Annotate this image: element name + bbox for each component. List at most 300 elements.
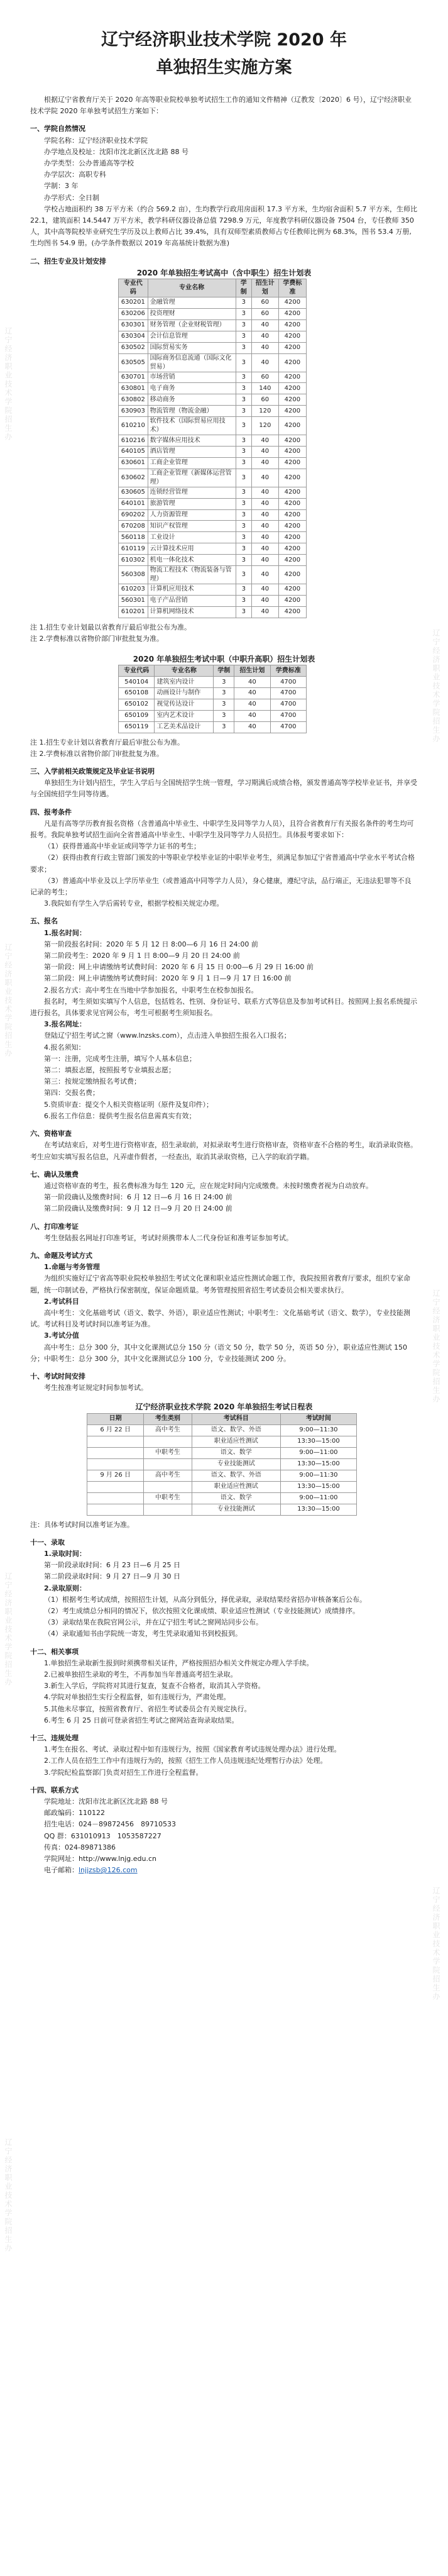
table-cell: 工商企业管理 [148,457,236,469]
table-cell: 4200 [278,487,306,498]
section-5-sub3: 3.报名网址： [44,1020,86,1029]
watermark: 辽宁经济职业技术学院招生办 [4,943,13,1058]
contact-item: 传真：024-89871386 [44,1843,116,1852]
list-item: （2）获得由教育行政主管部门颁发的中等职业学校毕业证的中职毕业考生，须满足参加辽宁省普通高中学业水平考试合格要求； [30,853,415,874]
list-item: （1）获得普通高中毕业证或同等学力证书的考生； [44,842,200,851]
table-row [119,487,307,498]
table-cell: 40 [234,721,270,733]
column-header: 专业名称 [148,279,236,297]
table-cell: 软件技术（国际贸易应用技术） [148,417,236,435]
table-cell: 4200 [278,498,306,509]
table-row [119,521,307,532]
list-item: 第二阶段：网上申请缴纳考试费时间：2020 年 9 月 1 日—9 月 17 日 16:00 前 [44,974,292,983]
contact-item: 招生电话：024－89872456 89710533 [44,1820,176,1829]
table-cell: 630206 [119,308,148,319]
table-cell: 3 [236,487,251,498]
table-cell: 会计信息管理 [148,331,236,342]
column-header: 考试时间 [280,1413,356,1424]
table-cell: 旅游管理 [148,498,236,509]
table-cell: 4200 [278,595,306,606]
table-row [119,606,307,618]
table-row [87,1447,357,1458]
table-cell: 610119 [119,543,148,555]
intro-paragraph: 根据辽宁省教育厅关于 2020 年高等职业院校单独考试招生工作的通知文件精神（辽教发〔2020〕6 号），辽宁经济职业技术学院 2020 年单独考试招生方案如下： [30,96,412,116]
table-cell: 3 [236,565,251,584]
column-header: 学制 [214,665,234,677]
table-cell: 540104 [119,677,155,688]
table-cell: 语文、数学、外语 [192,1470,280,1481]
table-note: 注 1.招生专业计划最以省教育厅最后审批公布为准。 [30,623,191,631]
table-cell [87,1447,144,1458]
table-cell: 4200 [278,417,306,435]
table-cell: 630802 [119,394,148,406]
section-11-sub1: 1.录取时间： [44,1549,86,1558]
table-row [87,1492,357,1504]
table3-caption: 辽宁经济职业技术学院 2020 年单独招生考试日程表 [135,1402,313,1412]
section-5-sub2: 2.报名方式：高中考生在当地中学参加报名，中职考生在校参加报名。 [44,985,258,994]
table-cell: 3 [214,688,234,699]
table-cell: 市场营销 [148,372,236,383]
section-5-heading: 五、报名 [30,917,58,926]
table-cell: 连锁经营管理 [148,487,236,498]
email-line [30,1865,418,1876]
table-cell: 人力资源管理 [148,509,236,521]
table-cell: 630301 [119,319,148,331]
table-row [87,1424,357,1436]
table-cell: 3 [236,584,251,595]
section-11-heading: 十一、录取 [30,1538,65,1546]
table-cell: 40 [251,565,278,584]
school-info-item: 办学层次：高职专科 [44,170,106,179]
table-cell: 4200 [278,372,306,383]
table-cell: 3 [236,353,251,372]
section-8-heading: 八、打印准考证 [30,1222,79,1231]
table-row [119,509,307,521]
list-item: 登陆辽宁招生考试之窗（www.lnzsks.com），点击进入单独招生报名入口报名； [44,1031,291,1040]
document-body [30,94,418,1876]
table-cell: 40 [234,688,270,699]
column-header: 学费标准 [278,279,306,297]
table-row [87,1470,357,1481]
table-cell: 中职考生 [144,1492,192,1504]
table-cell: 40 [251,319,278,331]
section-12-heading: 十二、相关事项 [30,1647,79,1656]
table-cell [87,1492,144,1504]
table-cell [87,1481,144,1492]
table-cell: 4200 [278,435,306,447]
table-cell: 630701 [119,372,148,383]
section-9-heading: 九、命题及考试方式 [30,1251,92,1260]
table-cell: 650119 [119,721,155,733]
table-cell [144,1458,192,1470]
table-row [119,342,307,353]
list-item: 6.报名工作信息：提供考生报名信息需真实有效； [44,1111,196,1120]
list-item: 2.工作人员在招生工作中有违规行为的，按照《招生工作人员违规违纪处理暂行办法》处理。 [44,1757,327,1765]
table-cell: 4200 [278,509,306,521]
column-header: 日期 [87,1413,144,1424]
section-9-sub1: 1.命题与考务管理 [44,1263,100,1272]
table-cell: 3 [236,457,251,469]
table-cell: 40 [251,521,278,532]
table-note: 注 1.招生专业计划以省教育厅最后审批公布为准。 [30,738,184,747]
table-cell: 3 [236,435,251,447]
list-item: 第二阶段考生：2020 年 9 月 1 日 8:00—9 月 20 日 24:00 前 [44,952,240,960]
table-cell: 40 [234,710,270,721]
table-cell: 630602 [119,469,148,487]
table-cell: 650109 [119,710,155,721]
table-cell: 9:00—11:30 [280,1470,356,1481]
table-cell: 560308 [119,565,148,584]
table-cell: 40 [251,498,278,509]
table-cell: 专业技能测试 [192,1458,280,1470]
email-link[interactable]: lnjjzsb@126.com [79,1866,138,1875]
list-item: 第一阶段确认及缴费时间：6 月 12 日—6 月 16 日 24:00 前 [44,1193,232,1202]
table-cell: 3 [236,509,251,521]
table-cell: 630605 [119,487,148,498]
table-cell: 3 [236,555,251,566]
table-cell: 670208 [119,521,148,532]
table-row [87,1481,357,1492]
table-row [119,543,307,555]
violation-handling [30,1744,418,1779]
table-cell: 630304 [119,331,148,342]
table-cell: 4200 [278,543,306,555]
table-cell: 4700 [270,699,306,710]
email-label: 电子邮箱： [44,1866,79,1875]
column-header: 考试科目 [192,1413,280,1424]
watermark: 辽宁经济职业技术学院招生办 [432,1887,440,2001]
section-5-body2: 报名时，考生须如实填写个人信息，包括姓名、性别、身份证号、联系方式等信息及参加考试科目。按照网上报名系统提示进行报名，具体要求见官网公布，考生可根据考生须知报名。 [30,997,417,1018]
table-cell: 120 [251,406,278,417]
table-cell: 4200 [278,319,306,331]
table-cell: 室内艺术设计 [155,710,214,721]
table-cell: 财务管理（企业财税管理） [148,319,236,331]
table-cell: 4200 [278,584,306,595]
table-cell: 3 [236,383,251,394]
table-row [87,1436,357,1447]
table-cell: 650108 [119,688,155,699]
table-cell: 40 [251,435,278,447]
section-9-body1: 为组织实施好辽宁省高等职业院校单独招生考试文化课和职业适应性测试命题工作，我院按照省教育厅要求，组织专家命题，统一印制试卷，严格执行保密制度，保证命题质量。考务管理按照省招生考试委员会相关要求执行。 [30,1274,410,1294]
table-cell: 金融管理 [148,297,236,309]
table-cell: 690202 [119,509,148,521]
column-header: 考生类别 [144,1413,192,1424]
table-row [119,383,307,394]
list-item: （1）根据考生考试成绩，按照招生计划，从高分到低分，择优录取，录取结果经省招办审核备案后公布。 [44,1595,366,1604]
table-cell: 物流工程技术（物流装备与管理） [148,565,236,584]
section-3-heading: 三、入学前相关政策规定及毕业证书说明 [30,767,155,775]
table-cell: 9:00—11:30 [280,1424,356,1436]
table-cell: 3 [236,319,251,331]
table-row [119,435,307,447]
column-header: 学费标准 [270,665,306,677]
table-row [119,699,307,710]
table-cell: 3 [236,372,251,383]
table-cell: 40 [234,699,270,710]
table-cell: 4200 [278,394,306,406]
section-4-extra: 3.我院如有学生入学后需转专业，根据学校相关规定办理。 [44,899,224,908]
table-cell: 4200 [278,331,306,342]
contact-item: QQ 群：631010913 1053587227 [44,1831,161,1840]
column-header: 学制 [236,279,251,297]
table-cell: 3 [236,543,251,555]
column-header: 专业代码 [119,279,148,297]
table2-caption: 2020 年单独招生考试中职（中职升高职）招生计划表 [133,655,315,664]
table-cell: 9:00—11:00 [280,1492,356,1504]
table-cell: 3 [236,297,251,309]
table-cell: 3 [214,677,234,688]
table-cell [87,1458,144,1470]
table-cell: 4200 [278,297,306,309]
enrollment-plan-table [118,279,307,618]
page-subtitle: 单独招生实施方案 [156,58,292,77]
column-header: 专业名称 [155,665,214,677]
table-cell: 610203 [119,584,148,595]
table-cell: 40 [251,532,278,543]
table-cell: 数字媒体应用技术 [148,435,236,447]
table-cell: 工艺美术品设计 [155,721,214,733]
table-row [119,555,307,566]
table-row [119,498,307,509]
table-cell: 630505 [119,353,148,372]
list-item: 5.其他未尽事宜，按照省教育厅、省招生考试委员会有关规定执行。 [44,1704,251,1713]
table-cell: 630801 [119,383,148,394]
table2-notes [30,737,418,760]
section-7-heading: 七、确认及缴费 [30,1170,79,1179]
list-item: 5.资质审查：提交个人相关资格证明（原件及复印件）； [44,1100,213,1109]
vocational-plan-table [118,665,307,733]
table-cell: 物流管理（物流金融） [148,406,236,417]
table-cell: 移动商务 [148,394,236,406]
section-9-sub3: 3.考试分值 [44,1331,79,1340]
table-cell: 电子产品营销 [148,595,236,606]
table-cell: 3 [236,394,251,406]
table-cell: 4200 [278,606,306,618]
table-cell: 630903 [119,406,148,417]
list-item: 第二阶段录取时间：9 月 27 日—9 月 30 日 [44,1572,180,1581]
table-cell: 3 [236,342,251,353]
table-row [119,688,307,699]
table-cell: 13:30—15:00 [280,1436,356,1447]
table-cell: 投资理财 [148,308,236,319]
table-cell: 4200 [278,565,306,584]
column-header: 专业代码 [119,665,155,677]
table-note: 注 2.学费标准以省物价部门审批批复为准。 [30,749,163,758]
table-cell: 4200 [278,469,306,487]
section-11-sub2: 2.录取原则： [44,1584,86,1592]
list-item: （2）考生成绩总分相同的情况下，依次按照文化课成绩、职业适应性测试（专业技能测试）成绩排序。 [44,1606,359,1615]
table3-note: 注：具体考试时间以准考证为准。 [30,1520,134,1529]
table-cell: 3 [236,469,251,487]
table-cell: 3 [236,331,251,342]
table-cell: 职业适应性测试 [192,1481,280,1492]
table-cell: 电子商务 [148,383,236,394]
table-cell [144,1481,192,1492]
table-cell: 云计算技术应用 [148,543,236,555]
section-7-body: 通过资格审查的考生，报名费标准为每生 120 元，应在规定时间内完成缴费。未按时缴费者视为自动放弃。 [44,1181,373,1190]
table-cell: 4200 [278,406,306,417]
table-cell [144,1504,192,1515]
list-item: 1.单独招生录取新生报到时须携带相关证件，严格按照招办相关文件规定办理入学手续。 [44,1658,314,1667]
table-cell: 610216 [119,435,148,447]
table-cell: 610302 [119,555,148,566]
table-cell: 40 [251,353,278,372]
table-cell: 4200 [278,308,306,319]
school-info-item: 学制：3 年 [44,182,79,191]
watermark: 辽宁经济职业技术学院招生办 [432,629,440,743]
table-cell: 560118 [119,532,148,543]
watermark: 辽宁经济职业技术学院招生办 [4,2138,13,2253]
table-cell: 专业技能测试 [192,1504,280,1515]
section-9-sub2: 2.考试科目 [44,1297,79,1306]
section-10-body: 考生按准考证规定时间参加考试。 [44,1384,148,1392]
table-cell: 动画设计与制作 [155,688,214,699]
table-cell: 职业适应性测试 [192,1436,280,1447]
table-cell: 3 [236,498,251,509]
section-2-heading: 二、招生专业及计划安排 [30,257,106,265]
table-row [119,677,307,688]
table-cell: 3 [236,406,251,417]
table-cell: 40 [251,543,278,555]
table-cell: 4700 [270,710,306,721]
table-cell: 高中考生 [144,1424,192,1436]
section-6-body: 在考试结束后，对考生进行资格审查，招生录取前，对拟录取考生进行资格审查，资格审查不合格的考生，取消录取资格。考生应如实填写报名信息，凡弄虚作假者，一经查出，取消其录取资格，已入学的取消学籍。 [30,1141,417,1161]
table-cell: 40 [251,342,278,353]
column-header: 招生计划 [251,279,278,297]
section-6-heading: 六、资格审查 [30,1130,72,1138]
payment-times [30,1192,418,1214]
table-cell: 610201 [119,606,148,618]
table-row [119,372,307,383]
table-cell: 3 [236,446,251,457]
school-info-list [30,135,418,204]
table-cell: 640101 [119,498,148,509]
table-cell: 4700 [270,721,306,733]
table-cell: 3 [236,606,251,618]
table-cell: 13:30—15:00 [280,1481,356,1492]
table-cell: 高中考生 [144,1470,192,1481]
list-item: 第一阶段报名时间：2020 年 5 月 12 日 8:00—6 月 16 日 24:00 前 [44,940,258,948]
section-9-body3: 高中考生：总分 300 分，其中文化课测试总分 150 分（语文 50 分，数学 50 分，英语 50 分），职业适应性测试 150 分；中职考生：总分 300 分，其中文化课测试总分 100 分，专业技能测试 200 分。 [30,1343,407,1363]
contact-item: 邮政编码：110122 [44,1809,105,1818]
section-1-heading: 一、学院自然情况 [30,125,85,133]
table-cell: 4200 [278,446,306,457]
contact-info [30,1796,418,1865]
table-cell: 40 [251,606,278,618]
table-cell: 40 [251,555,278,566]
table-cell: 3 [236,521,251,532]
table-cell: 计算机应用技术 [148,584,236,595]
table-cell: 国际贸易实务 [148,342,236,353]
table-row [119,710,307,721]
table-row [119,297,307,309]
column-header: 招生计划 [234,665,270,677]
table-cell: 3 [214,699,234,710]
table-cell: 4700 [270,677,306,688]
table-cell: 机电一体化技术 [148,555,236,566]
table-cell: 630502 [119,342,148,353]
table-cell: 40 [251,446,278,457]
table1-caption: 2020 年单独招生考试高中（含中职生）招生计划表 [136,268,312,277]
list-item: 第一：注册，完成考生注册，填写个人基本信息； [44,1054,196,1063]
school-info-item: 办学类型：公办普通高等学校 [44,159,134,168]
school-info-item: 办学形式：全日制 [44,193,99,202]
list-item: 4.报名须知： [44,1043,85,1052]
list-item: （3）录取结果在我院官网公示，并在辽宁招生考试之窗网站同步公布。 [44,1618,263,1627]
table-row [119,353,307,372]
list-item: 3.新生入学后，学院将对其进行复查，复查不合格者，取消其入学资格。 [44,1682,265,1690]
table1-notes [30,622,418,645]
list-item: 第二：填报志愿，按照报考专业填报志愿； [44,1066,175,1075]
table-cell [87,1436,144,1447]
list-item: 第一阶段录取时间：6 月 23 日—6 月 25 日 [44,1561,180,1570]
section-9-body2: 高中考生：文化基础考试（语文、数学、外语），职业适应性测试；中职考生：文化基础考试（语文、数学），专业技能测试。考试科目及考试时间以准考证为准。 [30,1308,410,1329]
table-row [87,1458,357,1470]
list-item: 6.考生 6 月 25 日前可登录省招生考试之窗网站查询录取结果。 [44,1716,239,1724]
watermark: 辽宁经济职业技术学院招生办 [432,1289,440,1404]
list-item: 3.学院纪检监察部门负责对招生工作进行全程监督。 [44,1768,203,1777]
school-description: 学校占地面积约 38 万平方米（约合 569.2 亩），生均教学行政用房面积 17.3 平方米，生均宿舍面积 5.7 平方米，生师比 22.1，建筑面积 14.5447 万平方米，教学科研仪器设备总值 7298.9 万元，年度教学科研仪器设备 7504 台，专任教师 350 人，其中高等院校毕业研究生学历及以上教师占比 39.4%，具有双师型素质教师占专任教师比例为 68.3%，图书 53.4 万册,生均图书 54.9 册。(办学条件数据以 2019 年高基统计数据为准) [30,204,417,248]
list-item: 第二阶段确认及缴费时间：9 月 12 日—9 月 20 日 24:00 前 [44,1204,232,1213]
table-cell: 40 [251,595,278,606]
list-item: 第四：交报名费； [44,1089,99,1097]
table-cell: 建筑室内设计 [155,677,214,688]
table-row [119,595,307,606]
table-cell: 4200 [278,521,306,532]
table-cell [144,1436,192,1447]
table-cell: 3 [236,417,251,435]
registration-steps [30,1030,418,1122]
section-4-heading: 四、报考条件 [30,808,72,816]
section-4-body: 凡是有高等学历教育报名资格（含普通高中毕业生、中职学生及同等学力人员），且符合省教育厅有关报名条件的考生均可报考。我院单独考试招生面向全省普通高中毕业生、中职学生及同等学力人员招生。具体报考要求如下： [30,819,414,840]
watermark: 辽宁经济职业技术学院招生办 [4,327,13,441]
table-cell: 3 [214,710,234,721]
table-cell: 650102 [119,699,155,710]
table-cell: 3 [236,308,251,319]
table-cell: 40 [251,457,278,469]
table-row [119,721,307,733]
contact-item: 学院地址：沈阳市沈北新区沈北路 88 号 [44,1797,168,1806]
table-cell: 40 [251,331,278,342]
table-cell: 3 [236,595,251,606]
section-13-heading: 十三、违规处理 [30,1734,79,1743]
exam-schedule-table [87,1413,357,1516]
table-cell: 4200 [278,342,306,353]
table-row [119,394,307,406]
table-cell: 13:30—15:00 [280,1504,356,1515]
table-cell: 9:00—11:00 [280,1447,356,1458]
table-row [119,331,307,342]
table-row [87,1504,357,1515]
contact-item: 学院网址：http://www.lnjg.edu.cn [44,1855,156,1863]
table-cell: 40 [251,584,278,595]
table-cell: 语文、数学 [192,1447,280,1458]
document-header [0,0,448,82]
school-info-item: 办学地点及校址：沈阳市沈北新区沈北路 88 号 [44,147,188,156]
table-cell: 40 [251,469,278,487]
list-item: 2.已被单独招生录取的考生，不再参加当年普通高考招生录取。 [44,1670,238,1679]
table-cell: 计算机网络技术 [148,606,236,618]
table-cell: 4700 [270,688,306,699]
list-item: （3）普通高中毕业及以上学历毕业生（或普通高中同等学力人员），身心健康，遵纪守法，品行端正，无违法犯罪等不良记录的考生； [30,876,412,897]
table-cell [87,1504,144,1515]
table-cell: 560301 [119,595,148,606]
table-row [119,417,307,435]
table-row [119,469,307,487]
section-3-body: 单独招生为计划内招生，学生入学后与全国统招学生统一管理，学习期满后成绩合格，颁发普通高等学校毕业证书，并享受与全国统招学生同等待遇。 [30,779,417,799]
admission-rules [30,1594,418,1640]
table-cell: 中职考生 [144,1447,192,1458]
